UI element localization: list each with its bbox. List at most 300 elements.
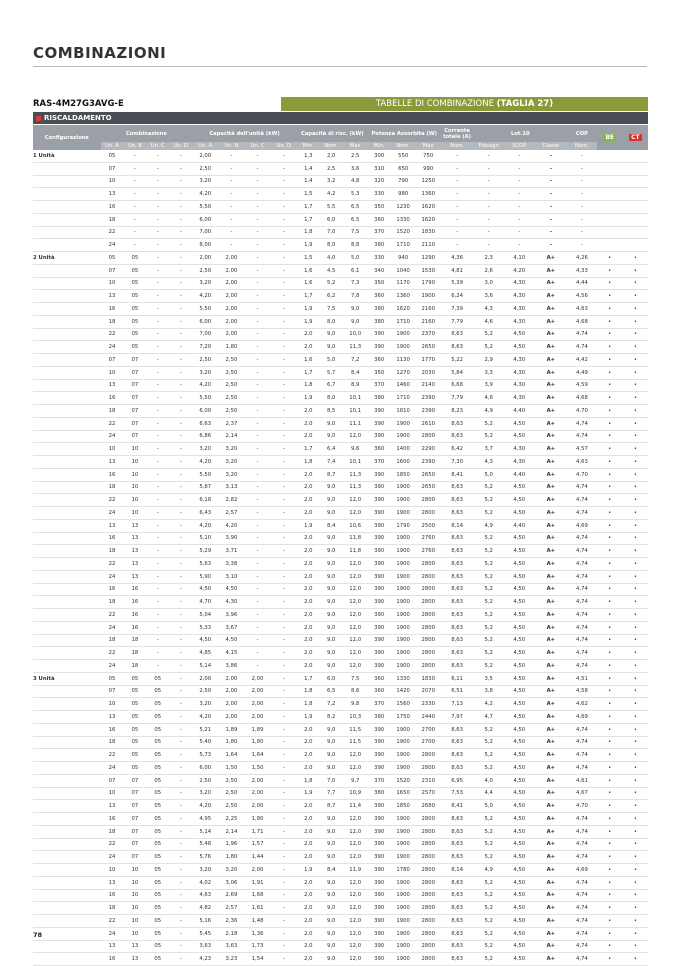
table-cell: 1710	[391, 239, 416, 252]
table-cell: 2,0	[297, 940, 320, 953]
table-cell: 05	[146, 800, 169, 813]
table-cell: 3,86	[218, 660, 244, 673]
table-cell: 9,0	[320, 545, 343, 558]
table-cell: 16	[101, 953, 124, 966]
table-cell: 9,0	[320, 341, 343, 354]
table-cell: 05	[146, 762, 169, 775]
table-cell: 1230	[391, 201, 416, 214]
table-cell: 6,18	[192, 494, 218, 507]
table-cell: 2,50	[218, 787, 244, 800]
energy-class-cell: A+	[534, 570, 567, 583]
table-cell: -	[123, 150, 146, 162]
table-cell: 2,00	[218, 672, 244, 685]
table-cell: -	[245, 443, 271, 456]
table-cell: 5,2	[473, 507, 504, 520]
table-cell: 2,57	[218, 507, 244, 520]
table-cell: 2,00	[192, 150, 218, 162]
table-cell: 05	[146, 889, 169, 902]
table-cell: 2760	[416, 545, 441, 558]
col-be	[597, 125, 623, 150]
table-cell: 4,50	[504, 634, 535, 647]
table-cell: 8,0	[320, 239, 343, 252]
table-cell: 5,2	[473, 634, 504, 647]
table-cell: 1,64	[245, 749, 271, 762]
table-cell: 1900	[391, 838, 416, 851]
table-cell: 1,68	[245, 889, 271, 902]
table-cell: 1,91	[245, 876, 271, 889]
table-cell: -	[271, 634, 297, 647]
table-cell: •	[623, 405, 648, 418]
group-label	[33, 430, 101, 443]
table-cell: 4,74	[567, 723, 596, 736]
table-cell: 2070	[416, 685, 441, 698]
table-cell: 9,0	[343, 303, 368, 316]
table-cell: •	[623, 889, 648, 902]
table-cell: -	[245, 354, 271, 367]
group-label	[33, 889, 101, 902]
table-cell: -	[271, 494, 297, 507]
group-label	[33, 303, 101, 316]
table-cell: 07	[123, 405, 146, 418]
table-cell: 1900	[391, 328, 416, 341]
table-cell: •	[597, 468, 623, 481]
table-cell: 3,20	[218, 864, 244, 877]
table-cell: 11,3	[343, 481, 368, 494]
table-cell: -	[473, 226, 504, 239]
table-cell: -	[146, 277, 169, 290]
table-cell: 2800	[416, 583, 441, 596]
table-cell: 4,69	[567, 864, 596, 877]
table-cell: 340	[368, 264, 391, 277]
table-cell: 4,74	[567, 736, 596, 749]
table-cell: 1900	[391, 583, 416, 596]
table-cell: 390	[368, 328, 391, 341]
table-cell: 1,9	[297, 519, 320, 532]
table-cell: 1,54	[245, 953, 271, 966]
table-cell: 05	[123, 711, 146, 724]
table-cell: •	[597, 392, 623, 405]
table-cell: 22	[101, 558, 124, 571]
table-cell: 11,4	[343, 800, 368, 813]
table-cell: 2,00	[218, 328, 244, 341]
table-cell: 2140	[416, 379, 441, 392]
table-cell: -	[271, 507, 297, 520]
table-cell: 1,48	[245, 915, 271, 928]
table-cell: 10	[123, 902, 146, 915]
energy-class-cell: A+	[534, 354, 567, 367]
table-row	[33, 239, 648, 252]
table-cell: 360	[368, 213, 391, 226]
table-cell: -	[245, 405, 271, 418]
table-cell: 5,50	[192, 303, 218, 316]
table-cell: 4,74	[567, 545, 596, 558]
table-cell: 2,0	[320, 150, 343, 162]
table-cell: 05	[146, 902, 169, 915]
table-cell: -	[169, 940, 192, 953]
table-cell: 4,81	[441, 264, 474, 277]
table-cell: 10	[123, 864, 146, 877]
table-cell: -	[245, 430, 271, 443]
table-cell: 2160	[416, 303, 441, 316]
table-cell: 2,25	[218, 813, 244, 826]
table-cell: 4,74	[567, 570, 596, 583]
table-cell: 2,0	[297, 596, 320, 609]
table-cell: 2800	[416, 762, 441, 775]
table-cell: -	[169, 953, 192, 966]
table-cell: 6,43	[192, 507, 218, 520]
table-cell: 13	[101, 800, 124, 813]
table-cell: 2,50	[218, 774, 244, 787]
table-cell: 8,63	[441, 570, 474, 583]
table-cell: 4,50	[504, 711, 535, 724]
table-cell: -	[169, 902, 192, 915]
table-cell: 4,50	[504, 558, 535, 571]
table-cell: -	[245, 341, 271, 354]
table-cell: 1,8	[297, 456, 320, 469]
energy-class-cell: A+	[534, 851, 567, 864]
table-cell: 2,50	[218, 379, 244, 392]
table-cell: 05	[146, 723, 169, 736]
table-row	[33, 494, 648, 507]
table-cell: 2,00	[192, 252, 218, 265]
table-cell: -	[146, 392, 169, 405]
table-cell: 1270	[391, 366, 416, 379]
table-cell: 3,63	[192, 940, 218, 953]
table-cell: 4,69	[567, 519, 596, 532]
table-cell: -	[169, 570, 192, 583]
table-cell: -	[271, 277, 297, 290]
table-cell: -	[146, 570, 169, 583]
table-cell: -	[271, 621, 297, 634]
table-cell: 2,0	[297, 609, 320, 622]
table-cell: -	[169, 838, 192, 851]
table-cell: 7,00	[192, 328, 218, 341]
table-cell: -	[271, 851, 297, 864]
table-cell: 2,00	[218, 252, 244, 265]
table-cell: 9,0	[320, 889, 343, 902]
table-cell: 1,9	[297, 864, 320, 877]
table-cell: -	[146, 366, 169, 379]
energy-class-cell: -	[534, 213, 567, 226]
table-cell: 4,9	[473, 864, 504, 877]
table-cell: •	[597, 532, 623, 545]
table-cell: -	[567, 226, 596, 239]
table-row	[33, 379, 648, 392]
table-cell: 12,0	[343, 570, 368, 583]
table-cell: 2440	[416, 711, 441, 724]
table-cell: •	[597, 456, 623, 469]
table-cell	[597, 201, 623, 214]
table-cell: -	[146, 290, 169, 303]
table-cell: •	[623, 341, 648, 354]
table-cell: 320	[368, 175, 391, 188]
table-row	[33, 532, 648, 545]
table-cell: 5,48	[192, 838, 218, 851]
table-cell: 1900	[391, 953, 416, 966]
energy-class-cell: A+	[534, 660, 567, 673]
table-cell: 1,8	[297, 685, 320, 698]
table-row	[33, 290, 648, 303]
table-cell: 3,90	[218, 532, 244, 545]
table-cell: -	[271, 596, 297, 609]
table-cell: 05	[123, 264, 146, 277]
table-cell: 12,0	[343, 558, 368, 571]
table-cell: •	[623, 379, 648, 392]
table-cell: 1900	[391, 596, 416, 609]
energy-class-cell: A+	[534, 672, 567, 685]
table-cell: 6,95	[441, 774, 474, 787]
table-cell: 3,5	[473, 672, 504, 685]
table-cell: 4,9	[473, 405, 504, 418]
table-cell: -	[218, 213, 244, 226]
table-cell: -	[271, 354, 297, 367]
table-cell: 1900	[391, 417, 416, 430]
table-cell: 05	[146, 736, 169, 749]
table-cell: 13	[101, 188, 124, 201]
table-cell: -	[441, 201, 474, 214]
table-cell: •	[623, 366, 648, 379]
table-cell: -	[245, 150, 271, 162]
table-cell: 3,20	[192, 443, 218, 456]
table-cell: 9,0	[320, 507, 343, 520]
table-cell: 390	[368, 596, 391, 609]
table-cell: 8,63	[441, 940, 474, 953]
table-cell: •	[623, 303, 648, 316]
table-row	[33, 723, 648, 736]
table-cell: 9,0	[320, 609, 343, 622]
table-cell: 10	[123, 507, 146, 520]
table-row	[33, 672, 648, 685]
table-cell: 2,00	[218, 264, 244, 277]
be-badge: BE	[605, 134, 615, 141]
table-cell: 1620	[416, 201, 441, 214]
table-cell: 4,50	[504, 494, 535, 507]
table-cell: -	[169, 583, 192, 596]
table-cell: 4,74	[567, 660, 596, 673]
table-cell: -	[271, 545, 297, 558]
table-cell: -	[146, 239, 169, 252]
group-label	[33, 864, 101, 877]
table-cell: -	[146, 519, 169, 532]
table-cell: •	[597, 672, 623, 685]
group-label	[33, 315, 101, 328]
table-cell: 2,0	[297, 405, 320, 418]
table-cell: •	[623, 570, 648, 583]
table-cell: 4,23	[192, 953, 218, 966]
table-cell: 4,50	[504, 341, 535, 354]
table-cell: 2800	[416, 876, 441, 889]
table-cell: 790	[391, 175, 416, 188]
table-cell: 370	[368, 698, 391, 711]
table-cell: 370	[368, 226, 391, 239]
table-cell: 12,0	[343, 851, 368, 864]
table-cell: -	[271, 558, 297, 571]
banner-size: (TAGLIA 27)	[496, 99, 554, 109]
table-cell: 390	[368, 915, 391, 928]
group-label	[33, 787, 101, 800]
table-cell: -	[169, 213, 192, 226]
table-cell: •	[597, 711, 623, 724]
table-cell: -	[245, 481, 271, 494]
table-cell: 5,2	[473, 825, 504, 838]
table-cell: 7,53	[441, 787, 474, 800]
energy-class-cell: A+	[534, 558, 567, 571]
group-label	[33, 711, 101, 724]
table-cell: 07	[123, 354, 146, 367]
table-cell: 4,50	[504, 800, 535, 813]
table-cell: 4,50	[504, 621, 535, 634]
table-cell: -	[504, 188, 535, 201]
table-cell: -	[245, 634, 271, 647]
energy-class-cell: A+	[534, 889, 567, 902]
table-cell: -	[146, 264, 169, 277]
table-cell: 8,63	[441, 341, 474, 354]
table-cell: 4,30	[504, 379, 535, 392]
table-cell: -	[245, 366, 271, 379]
table-cell: •	[597, 685, 623, 698]
table-cell: 4,50	[504, 583, 535, 596]
table-cell: 8,63	[441, 813, 474, 826]
table-cell: 2,14	[218, 430, 244, 443]
table-cell: 4,74	[567, 762, 596, 775]
table-row	[33, 519, 648, 532]
table-cell: -	[271, 430, 297, 443]
table-cell: 2,0	[297, 468, 320, 481]
table-cell: 4,20	[218, 519, 244, 532]
table-cell: •	[623, 851, 648, 864]
subheader-cell: Max	[416, 142, 441, 150]
table-cell: 7,97	[441, 711, 474, 724]
table-cell: 2,0	[297, 838, 320, 851]
table-cell: 07	[123, 430, 146, 443]
table-cell: 18	[101, 596, 124, 609]
table-cell: 1,6	[297, 354, 320, 367]
table-cell: -	[271, 303, 297, 316]
table-cell: 2,0	[297, 647, 320, 660]
table-cell: 2,0	[297, 532, 320, 545]
table-cell: •	[597, 264, 623, 277]
energy-class-cell: A+	[534, 609, 567, 622]
table-cell: 8,63	[441, 417, 474, 430]
subheader-cell: Pdesign	[473, 142, 504, 150]
table-cell: -	[169, 660, 192, 673]
table-cell: 4,50	[504, 927, 535, 940]
table-cell: 390	[368, 723, 391, 736]
table-cell: 1560	[391, 698, 416, 711]
table-cell: •	[597, 303, 623, 316]
col-combinazione: Combinazione	[101, 125, 193, 142]
table-cell: 13	[123, 940, 146, 953]
table-cell: •	[597, 545, 623, 558]
table-cell: •	[597, 252, 623, 265]
table-cell: 10,1	[343, 392, 368, 405]
energy-class-cell: A+	[534, 532, 567, 545]
table-cell: 1460	[391, 379, 416, 392]
table-cell: 5,84	[441, 366, 474, 379]
table-cell: -	[169, 430, 192, 443]
table-cell: 1,7	[297, 366, 320, 379]
table-cell: 11,5	[343, 723, 368, 736]
table-cell: -	[218, 162, 244, 175]
table-cell: -	[146, 417, 169, 430]
table-cell: 6,00	[192, 213, 218, 226]
table-cell: •	[597, 621, 623, 634]
table-cell: -	[146, 660, 169, 673]
table-cell: 4,74	[567, 927, 596, 940]
table-cell: 2800	[416, 609, 441, 622]
table-cell: 8,63	[441, 545, 474, 558]
table-cell: 4,42	[567, 354, 596, 367]
group-label	[33, 341, 101, 354]
table-cell: 5,2	[473, 953, 504, 966]
table-row	[33, 570, 648, 583]
table-cell: -	[245, 328, 271, 341]
table-cell: 13	[123, 532, 146, 545]
table-cell: -	[271, 889, 297, 902]
table-cell: 8,63	[441, 328, 474, 341]
table-cell: -	[245, 392, 271, 405]
table-cell: 10,6	[343, 519, 368, 532]
table-cell: -	[271, 711, 297, 724]
table-cell: 9,0	[320, 825, 343, 838]
group-label	[33, 685, 101, 698]
table-cell: 4,30	[504, 303, 535, 316]
table-cell: 2,5	[343, 150, 368, 162]
table-cell: -	[567, 150, 596, 162]
table-cell: •	[623, 660, 648, 673]
group-label	[33, 379, 101, 392]
table-cell: 1,80	[245, 813, 271, 826]
table-cell: 4,20	[192, 290, 218, 303]
table-cell: -	[271, 685, 297, 698]
table-cell: 2,18	[218, 927, 244, 940]
table-cell: -	[473, 188, 504, 201]
table-cell: 1,9	[297, 303, 320, 316]
table-cell: 13	[101, 711, 124, 724]
table-cell: -	[123, 188, 146, 201]
table-cell: 1900	[391, 915, 416, 928]
table-cell: -	[169, 558, 192, 571]
table-cell: •	[623, 392, 648, 405]
table-cell: 1,6	[297, 277, 320, 290]
table-row	[33, 711, 648, 724]
table-cell: 4,50	[504, 774, 535, 787]
table-row	[33, 647, 648, 660]
table-cell: 10	[101, 175, 124, 188]
table-cell: 12,0	[343, 902, 368, 915]
table-cell: -	[146, 252, 169, 265]
energy-class-cell: -	[534, 226, 567, 239]
table-cell: 5,73	[192, 749, 218, 762]
table-cell: 4,74	[567, 507, 596, 520]
table-row	[33, 889, 648, 902]
table-cell: 22	[101, 494, 124, 507]
table-cell: •	[597, 570, 623, 583]
group-label	[33, 634, 101, 647]
table-row	[33, 621, 648, 634]
table-cell: 2,0	[297, 570, 320, 583]
table-cell: 24	[101, 621, 124, 634]
table-cell: •	[597, 519, 623, 532]
table-cell: 4,50	[504, 813, 535, 826]
table-cell: 5,2	[473, 583, 504, 596]
table-cell: 4,70	[567, 405, 596, 418]
group-label	[33, 162, 101, 175]
table-cell: 2,57	[218, 902, 244, 915]
table-cell: 390	[368, 405, 391, 418]
energy-class-cell: A+	[534, 519, 567, 532]
group-label	[33, 876, 101, 889]
